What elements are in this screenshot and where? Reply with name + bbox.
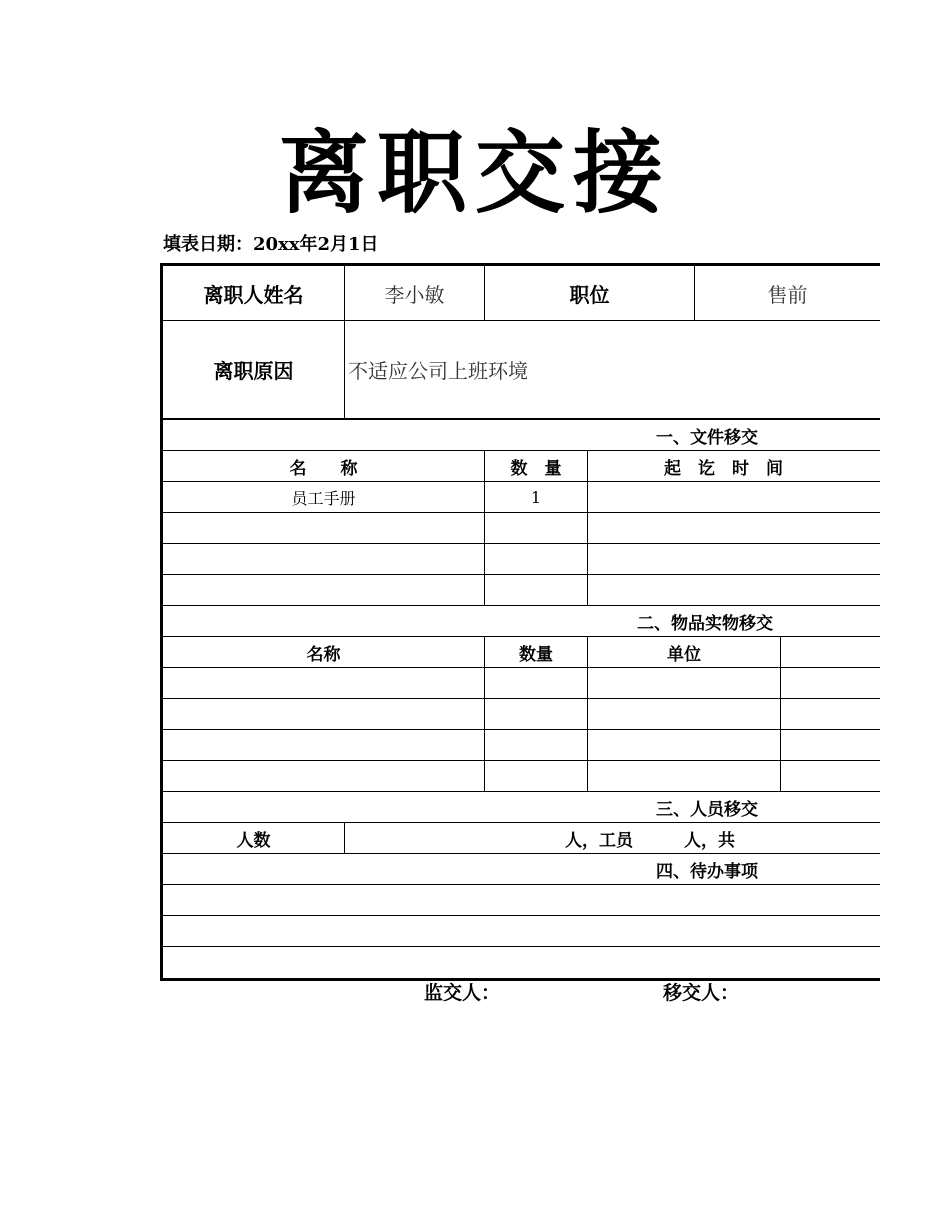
todo-row (163, 916, 880, 947)
headcount-label: 人数 (163, 823, 345, 853)
section2-header-quantity: 数量 (485, 637, 588, 667)
todo-row (163, 885, 880, 916)
section1-header-period: 起 讫 时 间 (664, 458, 783, 479)
section1-header-quantity: 数 量 (485, 451, 588, 481)
section2-row3-name[interactable] (163, 730, 485, 760)
supervisor-label: 监交人： (424, 982, 501, 1004)
section2-row2-extra[interactable] (781, 699, 880, 729)
section1-title: 一、文件移交 (656, 427, 758, 448)
section2-row3-quantity[interactable] (485, 730, 588, 760)
section1-row2-name[interactable] (163, 513, 485, 543)
section3-title-row (163, 792, 880, 823)
section1-row4-quantity[interactable] (485, 575, 588, 605)
position-label: 职位 (485, 266, 695, 320)
section3-row (163, 823, 880, 854)
name-value[interactable]: 李小敏 (345, 266, 485, 320)
section1-header-row (163, 451, 880, 482)
section2-row3-extra[interactable] (781, 730, 880, 760)
section1-row4-name[interactable] (163, 575, 485, 605)
section2-row4-quantity[interactable] (485, 761, 588, 791)
section3-title: 三、人员移交 (656, 799, 758, 820)
section1-row1-period[interactable] (588, 482, 880, 512)
table-row (163, 482, 880, 513)
table-row (163, 699, 880, 730)
reason-label: 离职原因 (163, 321, 345, 418)
section2-header-extra (781, 637, 880, 667)
fill-date: 填表日期：20xx年2月1日 (163, 234, 379, 255)
section1-row2-period[interactable] (588, 513, 880, 543)
section2-title-row (163, 606, 880, 637)
section2-row1-unit[interactable] (588, 668, 781, 698)
section2-row2-name[interactable] (163, 699, 485, 729)
section2-row4-unit[interactable] (588, 761, 781, 791)
todo-row (163, 947, 880, 978)
section1-row4-period[interactable] (588, 575, 880, 605)
section2-header-name: 名称 (163, 637, 485, 667)
section1-header-name: 名 称 (163, 451, 485, 481)
handover-form (160, 263, 880, 981)
section1-row1-quantity[interactable]: 1 (485, 482, 588, 512)
table-row (163, 761, 880, 792)
section4-title: 四、待办事项 (656, 861, 758, 882)
position-value[interactable]: 售前 (767, 282, 808, 307)
todo-item-2[interactable] (163, 916, 880, 946)
section1-row3-name[interactable] (163, 544, 485, 574)
section1-row3-quantity[interactable] (485, 544, 588, 574)
section2-title: 二、物品实物移交 (637, 613, 773, 634)
table-row (163, 513, 880, 544)
section2-row1-extra[interactable] (781, 668, 880, 698)
page-title: 离职交接 (279, 121, 671, 226)
reason-value[interactable]: 不适应公司上班环境 (348, 359, 528, 383)
headcount-value[interactable]: 人，工员 人，共 (565, 830, 735, 851)
section2-row4-extra[interactable] (781, 761, 880, 791)
section2-row1-name[interactable] (163, 668, 485, 698)
section2-row4-name[interactable] (163, 761, 485, 791)
section1-row3-period[interactable] (588, 544, 880, 574)
section2-header-unit: 单位 (588, 637, 781, 667)
section4-title-row (163, 854, 880, 885)
transferor-label: 移交人： (663, 982, 740, 1004)
section1-row1-name[interactable]: 员工手册 (163, 482, 485, 512)
table-row (163, 668, 880, 699)
table-row (163, 544, 880, 575)
section2-row2-unit[interactable] (588, 699, 781, 729)
section2-row3-unit[interactable] (588, 730, 781, 760)
section2-header-row (163, 637, 880, 668)
section1-row2-quantity[interactable] (485, 513, 588, 543)
basic-info-row (163, 266, 880, 321)
reason-row (163, 321, 880, 420)
table-row (163, 575, 880, 606)
table-row (163, 730, 880, 761)
name-label: 离职人姓名 (163, 266, 345, 320)
section1-title-row (163, 420, 880, 451)
todo-item-3[interactable] (163, 947, 880, 978)
section2-row2-quantity[interactable] (485, 699, 588, 729)
todo-item-1[interactable] (163, 885, 880, 915)
section2-row1-quantity[interactable] (485, 668, 588, 698)
